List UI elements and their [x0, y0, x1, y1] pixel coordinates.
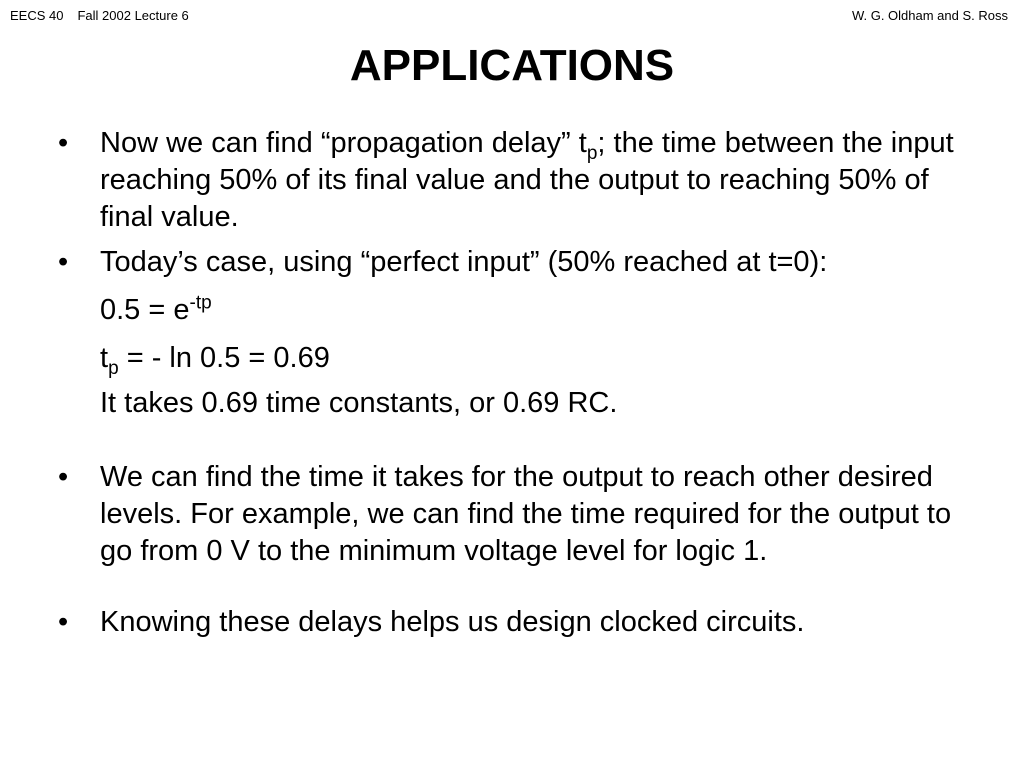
- bullet-text: [100, 125, 988, 236]
- bullet-marker: •: [58, 127, 69, 159]
- course-code: EECS 40: [10, 8, 64, 23]
- equation-text: t: [100, 342, 109, 374]
- bullet-marker: •: [58, 461, 69, 493]
- superscript-exponent: -tp: [189, 292, 212, 314]
- slide-header-left: [10, 8, 189, 23]
- equation-text: 0.5 = e: [100, 294, 190, 326]
- slide-body: [58, 125, 988, 641]
- authors-label: W. G. Oldham and S. Ross: [851, 8, 1008, 23]
- equation-text: = - ln 0.5 = 0.69: [118, 342, 330, 374]
- bullet-propagation-delay: [58, 125, 988, 236]
- equation-exponential: [58, 292, 988, 329]
- time-constants-note: It takes 0.69 time constants, or 0.69 RC.: [100, 387, 618, 419]
- bullet-todays-case: [58, 244, 988, 281]
- bullet-marker: •: [58, 606, 69, 638]
- bullet-desired-levels: [58, 459, 988, 570]
- equation-tp: [58, 340, 988, 377]
- bullet-text-part: ; the time between the input reaching 50% of its final value and the output to reaching 50% of final value.: [100, 127, 954, 233]
- bullet-text: Today’s case, using “perfect input” (50% reached at t=0):: [100, 246, 828, 278]
- lecture-label: Fall 2002 Lecture 6: [77, 8, 189, 23]
- bullet-text: We can find the time it takes for the output to reach other desired levels. For example, we can find the time required for the output to go from 0 V to the minimum voltage level for logic 1.: [100, 461, 952, 567]
- bullet-text: Knowing these delays helps us design clocked circuits.: [100, 606, 805, 638]
- slide-title: APPLICATIONS: [349, 41, 675, 90]
- bullet-text-part: Now we can find “propagation delay” t: [100, 127, 587, 159]
- bullet-marker: •: [58, 246, 69, 278]
- bullet-clocked-circuits: [58, 604, 988, 641]
- subscript-p: p: [586, 142, 598, 164]
- subscript-p: p: [108, 357, 119, 379]
